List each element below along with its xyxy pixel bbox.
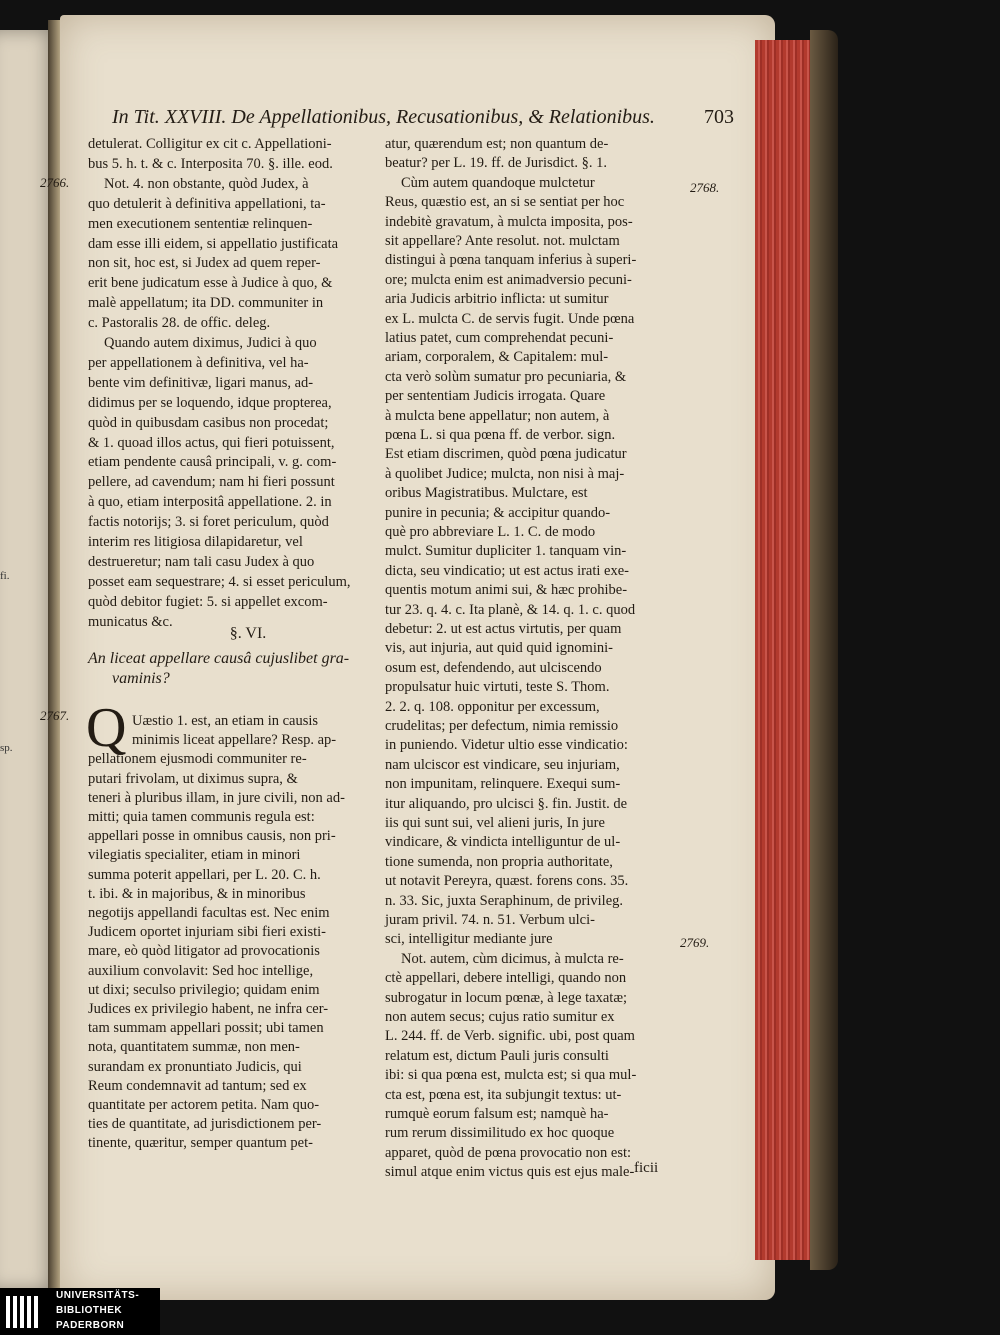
text-line: à mulcta bene appellatur; non autem, à bbox=[385, 407, 610, 424]
text-line: quòd debitor fugiet: 5. si appellet excom- bbox=[88, 593, 328, 610]
text-line: tione sumenda, non propria authoritate, bbox=[385, 853, 613, 870]
text-line: municatus &c. bbox=[88, 613, 173, 630]
text-line: vindicare, & vindicta intelliguntur de ul- bbox=[385, 834, 621, 851]
text-line: teneri à pluribus illam, in jure civili, non ad- bbox=[88, 789, 345, 806]
section-title: vaminis? bbox=[112, 670, 170, 687]
text-line: juram privil. 74. n. 51. Verbum ulci- bbox=[385, 912, 595, 928]
text-line: & 1. quoad illos actus, qui fieri potuissent, bbox=[88, 434, 335, 451]
text-line: negotijs appellandi facultas est. Nec enim bbox=[88, 905, 330, 921]
library-logo-icon bbox=[6, 1294, 48, 1330]
text-line: ctè appellari, debere intelligi, quando non bbox=[385, 970, 627, 987]
text-line: tinente, quæritur, semper quantum pet- bbox=[88, 1135, 313, 1152]
text-line: Not. autem, cùm dicimus, à mulcta re- bbox=[401, 950, 624, 967]
text-line: ut dixi; seculso privilegio; quidam enim bbox=[88, 981, 320, 998]
previous-page-fragment: fi. bbox=[0, 570, 10, 582]
text-line: etiam pendente causâ principali, v. g. com- bbox=[88, 454, 337, 471]
text-line: nota, quantitatem summæ, non men- bbox=[88, 1039, 300, 1056]
text-line: ex L. mulcta C. de servis fugit. Unde pœna bbox=[385, 310, 635, 327]
red-page-edges bbox=[755, 40, 815, 1260]
text-line: iis qui sunt sui, vel alieni juris, In jure bbox=[385, 815, 605, 831]
text-line: detulerat. Colligitur ex cit c. Appellationi- bbox=[88, 136, 332, 152]
text-line: appellari posse in omnibus causis, non pri- bbox=[88, 828, 336, 845]
section-heading bbox=[198, 625, 298, 643]
catchword: ficii bbox=[634, 1160, 659, 1176]
text-line: Uæstio 1. est, an etiam in causis bbox=[132, 713, 319, 729]
text-line: osum est, defendendo, aut ulciscendo bbox=[385, 659, 602, 676]
text-line: tur 23. q. 4. c. Ita planè, & 14. q. 1. c. quod bbox=[385, 601, 636, 618]
logo-text: BIBLIOTHEK bbox=[56, 1305, 123, 1316]
text-line: dicta, seu vindicatio; ut est actus irati exe- bbox=[385, 562, 630, 579]
text-line: pœna L. si qua pœna ff. de verbor. sign. bbox=[385, 427, 616, 443]
text-line: n. 33. Sic, juxta Seraphinum, de privileg. bbox=[385, 892, 624, 909]
text-line: L. 244. ff. de Verb. signific. ubi, post quam bbox=[385, 1028, 635, 1045]
text-line: didimus per se loquendo, idque propterea, bbox=[88, 394, 332, 411]
text-line: vilegiatis specialiter, etiam in minori bbox=[88, 847, 301, 864]
text-line: debetur: 2. ut est actus virtutis, per quam bbox=[385, 621, 622, 637]
text-line: Cùm autem quandoque mulctetur bbox=[401, 174, 595, 191]
text-line: ariam, corporalem, & Capitalem: mul- bbox=[385, 349, 609, 366]
text-line: men executionem sententiæ relinquen- bbox=[88, 215, 313, 232]
text-line: subrogatur in locum pœnæ, à lege taxatæ; bbox=[385, 989, 628, 1006]
text-line: putari frivolam, ut diximus supra, & bbox=[88, 770, 298, 787]
text-line: surandam ex pronuntiato Judicis, qui bbox=[88, 1058, 302, 1075]
text-line: ties de quantitate, ad jurisdictionem per- bbox=[88, 1116, 322, 1133]
text-line: mitti; quia tamen communis regula est: bbox=[88, 809, 315, 825]
text-line: non impunitam, relinquere. Exequi sum- bbox=[385, 776, 621, 793]
text-line: summa poterit appellari, per L. 20. C. h. bbox=[88, 866, 321, 883]
text-line: apparet, quòd de pœna provocatio non est: bbox=[385, 1144, 632, 1161]
previous-page-fragment: sp. bbox=[0, 742, 13, 754]
library-logo bbox=[0, 1288, 160, 1335]
text-line: Reus, quæstio est, an si se sentiat per hoc bbox=[385, 194, 625, 211]
text-line: malè appellatum; ita DD. communiter in bbox=[88, 295, 324, 312]
text-line: quentis motum animi sui, & hæc prohibe- bbox=[385, 582, 628, 599]
text-line: Judicem oportet injuriam sibi fieri existi- bbox=[88, 924, 326, 941]
text-line: quo detulerit à definitiva appellationi, ta- bbox=[88, 195, 326, 212]
text-line: non autem secus; cujus ratio sumitur ex bbox=[385, 1009, 615, 1025]
text-line: Judices ex privilegio habent, ne infra cer- bbox=[88, 1001, 329, 1017]
text-line: pellere, ad cavendum; nam hi fieri possunt bbox=[88, 474, 335, 491]
text-line: sci, intelligitur mediante jure bbox=[385, 931, 553, 948]
text-line: Not. 4. non obstante, quòd Judex, à bbox=[104, 175, 309, 192]
text-line: factis notorijs; 3. si foret periculum, quòd bbox=[88, 514, 329, 531]
text-line: posset eam sequestrare; 4. si esset periculum, bbox=[88, 573, 351, 590]
text-line: ibi: si qua pœna est, mulcta est; si qua mul- bbox=[385, 1067, 637, 1084]
text-line: propulsatur huic virtuti, teste S. Thom. bbox=[385, 679, 610, 696]
running-head: In Tit. XXVIII. De Appellationibus, Recusationibus, & Relationibus. bbox=[112, 106, 655, 128]
margin-number: 2769. bbox=[680, 935, 710, 950]
text-line: punire in pecunia; & accipitur quando- bbox=[385, 504, 611, 521]
text-line: minimis liceat appellare? Resp. ap- bbox=[132, 732, 337, 749]
text-line: Reum condemnavit ad tantum; sed ex bbox=[88, 1077, 307, 1094]
text-line: simul atque enim victus quis est ejus male- bbox=[385, 1164, 635, 1181]
text-line: què pro abbreviare L. 1. C. de modo bbox=[385, 524, 596, 540]
text-line: bente vim definitivæ, ligari manus, ad- bbox=[88, 374, 314, 391]
text-line: itur aliquando, pro ulcisci §. fin. Justit. de bbox=[385, 795, 628, 812]
margin-number: 2768. bbox=[690, 180, 720, 195]
text-line: rum rerum dissimilitudo ex hoc quoque bbox=[385, 1125, 615, 1142]
text-line: mare, eò quòd litigator ad provocationis bbox=[88, 943, 320, 960]
text-line: à quolibet Judice; mulcta, non nisi à maj- bbox=[385, 465, 625, 482]
text-line: Est etiam discrimen, quòd pœna judicatur bbox=[385, 446, 627, 463]
text-line: bus 5. h. t. & c. Interposita 70. §. ille. eod. bbox=[88, 155, 333, 172]
text-line: indebitè gravatum, à mulcta imposita, pos- bbox=[385, 213, 633, 230]
text-line: crudelitas; per defectum, nimia remissio bbox=[385, 718, 619, 734]
text-line: Quando autem diximus, Judici à quo bbox=[104, 335, 317, 351]
text-line: interim res litigiosa dilapidaretur, vel bbox=[88, 534, 303, 550]
text-line: non sit, hoc est, si Judex ad quem reper- bbox=[88, 255, 321, 272]
text-line: in puniendo. Videtur ultio esse vindicatio: bbox=[385, 737, 628, 754]
book-cover-edge bbox=[810, 30, 838, 1270]
text-line: cta verò solùm sumatur pro pecuniaria, & bbox=[385, 368, 627, 385]
text-line: quantitate per actorem petita. Nam quo- bbox=[88, 1097, 320, 1113]
text-line: 2. 2. q. 108. opponitur per excessum, bbox=[385, 698, 600, 715]
text-line: c. Pastoralis 28. de offic. deleg. bbox=[88, 315, 271, 332]
section-number: §. VI. bbox=[229, 625, 267, 642]
text-line: t. ibi. & in majoribus, & in minoribus bbox=[88, 885, 306, 902]
text-line: destrueretur; nam tali casu Judex à quo bbox=[88, 553, 315, 570]
margin-number: 2767. bbox=[40, 708, 70, 723]
text-line: atur, quærendum est; non quantum de- bbox=[385, 136, 609, 152]
text-line: beatur? per L. 19. ff. de Jurisdict. §. 1. bbox=[385, 155, 608, 172]
section-title: An liceat appellare causâ cujuslibet gra- bbox=[88, 650, 350, 667]
text-line: rumquè eorum falsum est; namquè ha- bbox=[385, 1106, 609, 1122]
text-line: vis, aut injuria, aut quid quid ignomini- bbox=[385, 640, 613, 657]
page-number: 703 bbox=[704, 106, 734, 128]
logo-text: UNIVERSITÄTS- bbox=[56, 1290, 140, 1301]
text-line: à quo, etiam interpositâ appellatione. 2. in bbox=[88, 494, 332, 511]
text-line: latius patet, cum comprehendat pecuni- bbox=[385, 330, 614, 346]
margin-number: 2766. bbox=[40, 175, 70, 190]
text-line: distingui à pœna tanquam inferius à superi- bbox=[385, 252, 637, 269]
text-line: relatum est, dictum Pauli juris consulti bbox=[385, 1047, 609, 1064]
text-line: erit bene judicatum esse à Judice à quo, & bbox=[88, 275, 333, 292]
text-line: aria Judicis arbitrio inflicta: ut sumitur bbox=[385, 291, 609, 308]
text-line: ore; mulcta enim est animadversio pecuni- bbox=[385, 271, 632, 288]
text-line: pellationem ejusmodi communiter re- bbox=[88, 751, 307, 768]
text-line: oribus Magistratibus. Mulctare, est bbox=[385, 485, 588, 502]
text-line: ut notavit Pereyra, quæst. forens cons. 35. bbox=[385, 873, 629, 890]
text-line: nam ulciscor est vindicare, seu injuriam, bbox=[385, 756, 620, 773]
text-line: sit appellare? Ante resolut. not. mulctam bbox=[385, 233, 620, 249]
text-line: dam esse illi eidem, si appellatio justificata bbox=[88, 235, 339, 252]
text-line: per appellationem à definitiva, vel ha- bbox=[88, 354, 309, 371]
drop-cap: Q bbox=[86, 697, 127, 759]
text-line: auxilium convolavit: Sed hoc intellige, bbox=[88, 962, 314, 979]
logo-text: PADERBORN bbox=[56, 1320, 125, 1331]
text-line: quòd in quibusdam casibus non procedat; bbox=[88, 414, 329, 431]
text-line: tam summam appellari possit; ubi tamen bbox=[88, 1020, 324, 1037]
text-line: mulct. Sumitur dupliciter 1. tanquam vin- bbox=[385, 543, 627, 560]
text-line: cta est, pœna est, ita subjungit textus: ut- bbox=[385, 1086, 622, 1103]
text-line: per sententiam Judicis irrogata. Quare bbox=[385, 388, 606, 405]
